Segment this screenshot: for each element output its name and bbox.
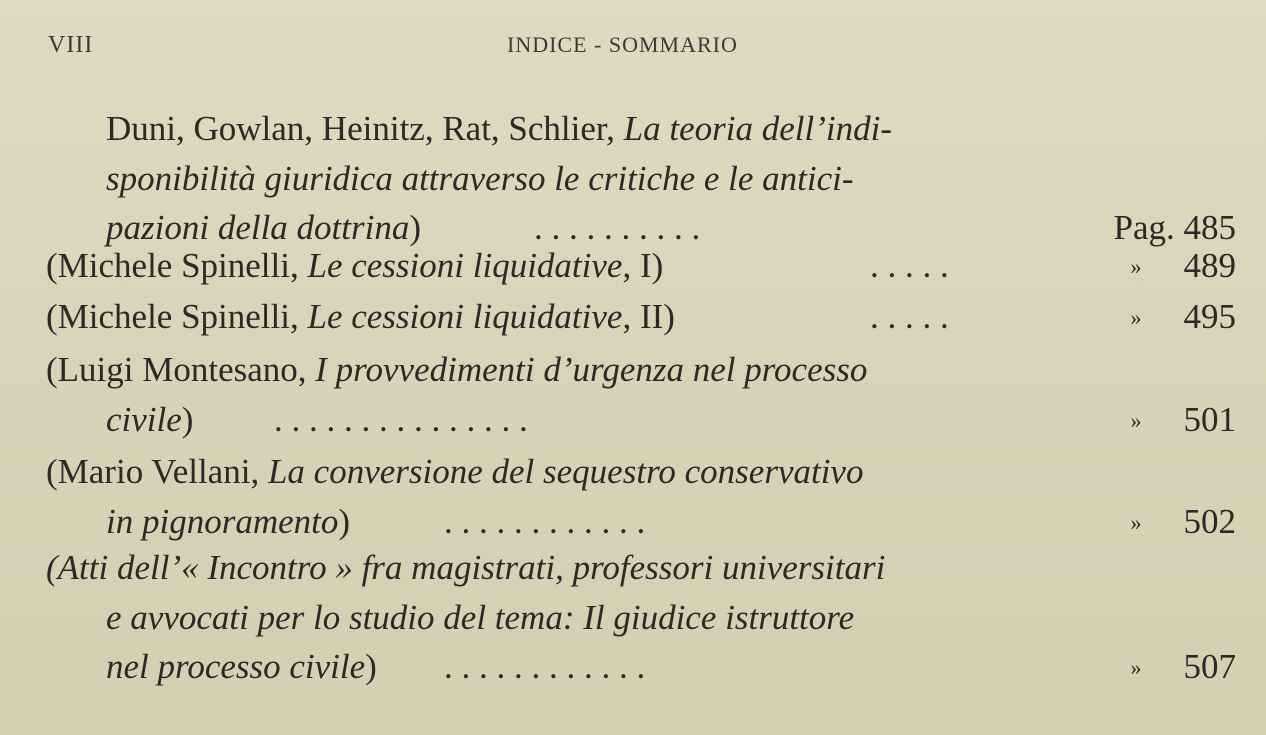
entry-title-continued: civile [106,399,182,439]
dot-leaders: . . . . . . . . . . . . [444,501,646,541]
entry-line [46,543,1236,593]
page-reference [1131,395,1237,446]
ditto-mark: » [1130,305,1142,330]
toc-entry [46,345,1236,444]
ditto-mark: » [1130,655,1142,680]
entry-line [46,642,1236,692]
entry-author: (Mario Vellani, [46,452,268,491]
entry-title: Le cessioni liquidative [307,297,623,336]
entry-volume: , I) [622,246,664,285]
entry-title: Le cessioni liquidative [307,246,623,285]
entry-line [46,497,1236,547]
toc-entry [46,292,1236,342]
page-number: 507 [1183,647,1236,686]
page-number: 495 [1183,297,1236,336]
page-reference [1131,241,1237,292]
page-number: 485 [1183,208,1236,247]
entry-line [46,395,1236,445]
entry-line [46,447,1236,497]
running-head: INDICE - SOMMARIO [507,32,738,57]
entry-closing-paren: ) [181,399,194,439]
entry-title: I provvedimenti d’urgenza nel processo [315,350,868,389]
page-reference [1131,497,1237,548]
dot-leaders: . . . . . [870,297,949,336]
toc-entry [46,104,1236,253]
entry-author: (Michele Spinelli, [46,297,308,336]
dot-leaders: . . . . . . . . . . . . [444,647,646,686]
entry-title-continued: e avvocati per lo studio del tema: Il giudice istruttore [106,597,855,637]
entry-closing-paren: ) [338,501,351,541]
page-number: 502 [1183,501,1236,541]
page-prefix: Pag. [1113,208,1175,247]
page-folio: VIII [48,32,94,58]
entry-volume: , II) [622,297,675,336]
entry-title-continued: sponibilità giuridica attraverso le critiche e le antici- [106,158,854,198]
entry-closing-paren: ) [365,647,377,686]
entry-author: (Luigi Montesano, [46,350,316,389]
entry-author: (Michele Spinelli, [46,246,308,285]
entry-title-continued: nel processo civile [106,647,366,686]
entry-line [46,241,1236,291]
ditto-mark: » [1130,407,1142,433]
entry-line [46,104,1236,154]
entry-title: (Atti dell’« Incontro » fra magistrati, professori universitari [46,548,886,587]
entry-title-continued: in pignoramento [106,501,339,541]
entry-title: La conversione del sequestro conservativo [267,452,864,491]
entry-authors: Duni, Gowlan, Heinitz, Rat, Schlier, [106,109,624,148]
entry-line [46,345,1236,395]
entry-title-continued: pazioni della dottrina [106,208,410,247]
page-number: 489 [1183,246,1236,285]
page-reference [1131,642,1237,693]
page-header [0,28,1266,62]
entry-line [46,593,1236,643]
toc-entry [46,543,1236,692]
dot-leaders: . . . . . . . . . . [534,208,701,247]
entry-line [46,292,1236,342]
toc-entry [46,241,1236,291]
toc-entry [46,447,1236,546]
entry-title: La teoria dell’indi- [623,109,892,148]
dot-leaders: . . . . . . . . . . . . . . . [274,399,528,439]
ditto-mark: » [1130,509,1142,535]
entry-closing-paren: ) [409,208,422,247]
entry-line [46,154,1236,204]
dot-leaders: . . . . . [870,246,949,285]
page-number: 501 [1183,399,1236,439]
page-reference [1131,292,1237,343]
ditto-mark: » [1130,254,1142,279]
